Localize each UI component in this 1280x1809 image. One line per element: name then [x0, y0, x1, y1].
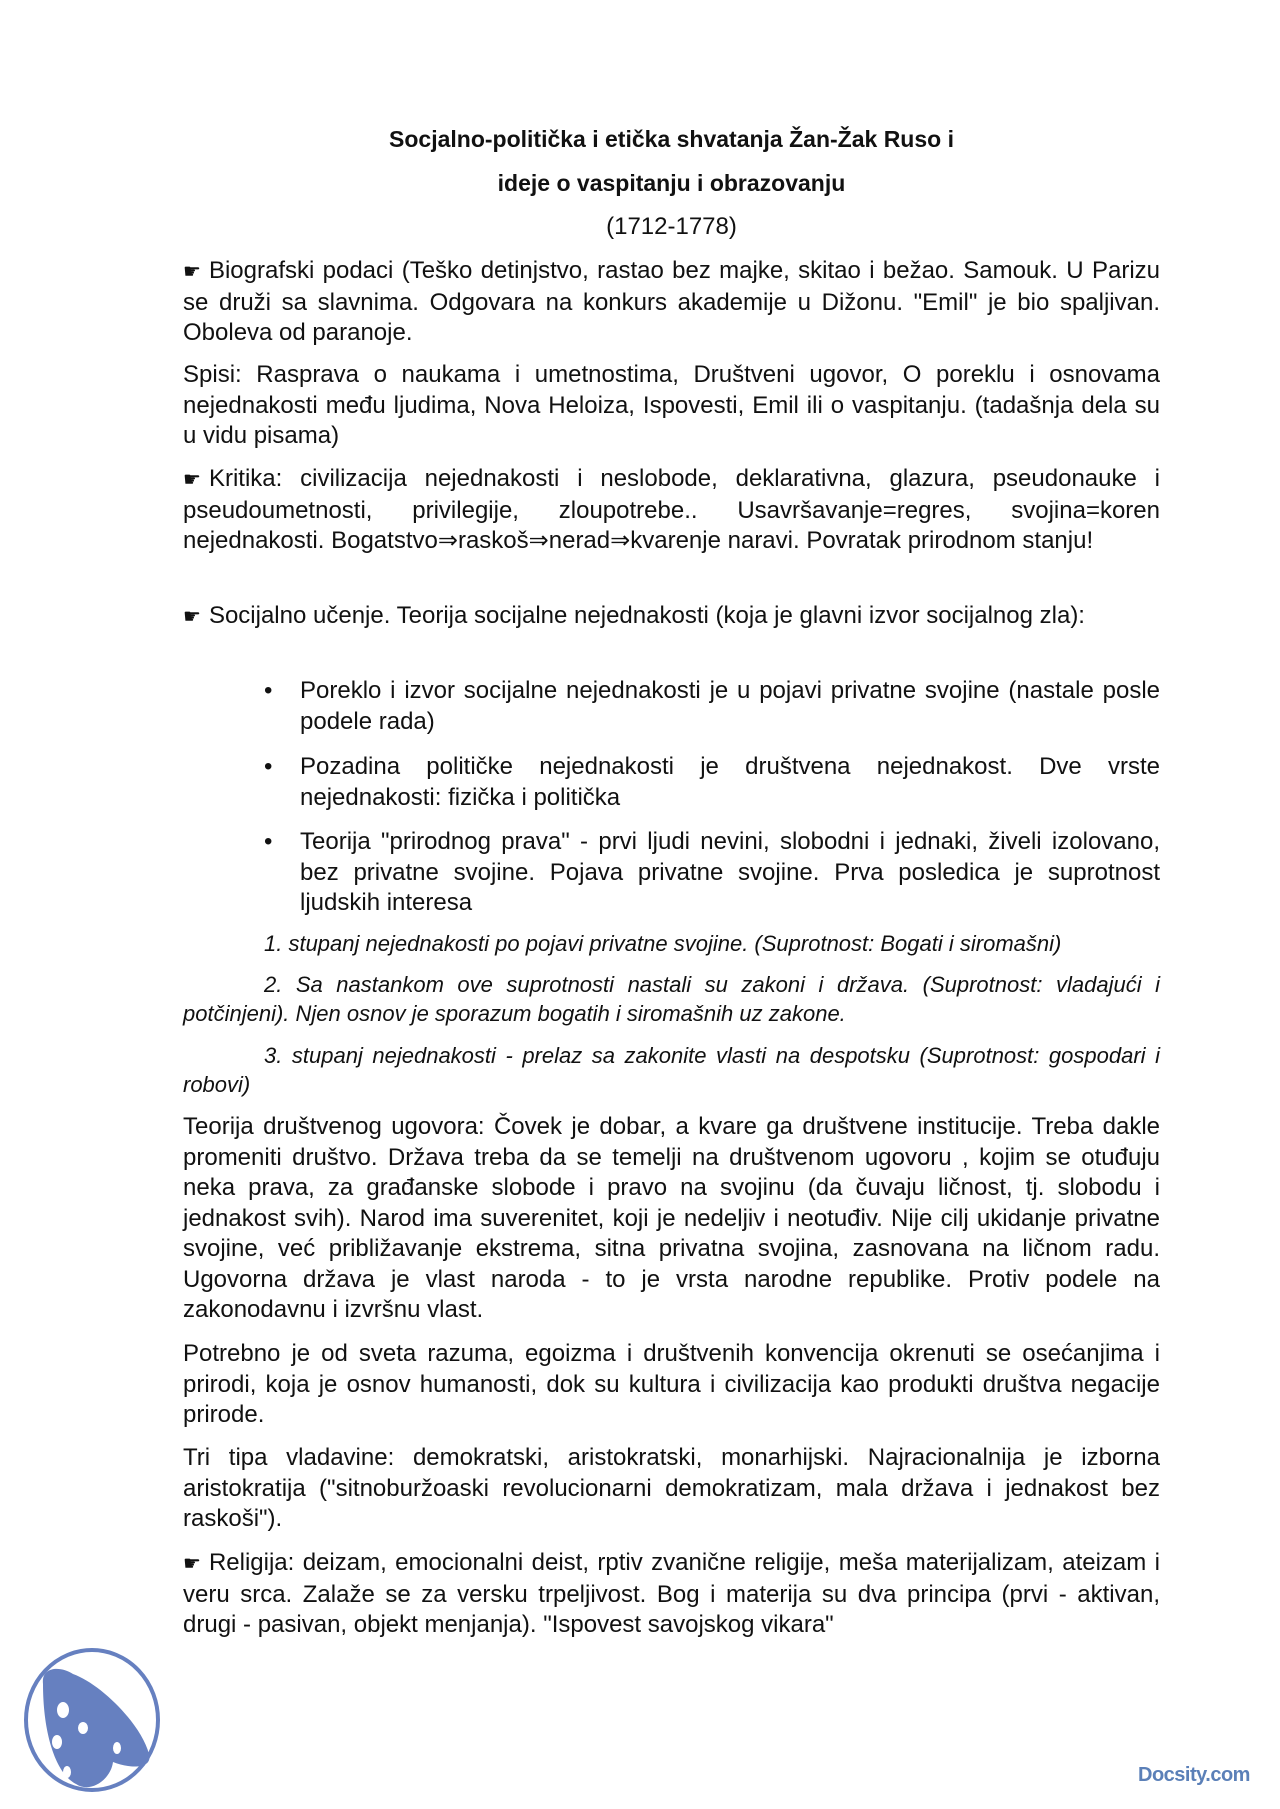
pointing-hand-icon: ☛	[183, 606, 201, 628]
stage-1: 1. stupanj nejednakosti po pojavi privatne svojine. (Suprotnost: Bogati i siromašni)	[264, 931, 1062, 956]
list-item	[264, 827, 1160, 919]
paragraph-kritika	[183, 464, 1160, 557]
paragraph-vladavine: Tri tipa vladavine: demokratski, aristokratski, monarhijski. Najracionalnija je izborna aristokratija ("sitnoburžoaski revolucionarni demokratizam, mala država i jednakost bez raskoši").	[183, 1444, 1160, 1532]
list-item-text: Poreklo i izvor socijalne nejednakosti je u pojavi privatne svojine (nastale posle podele rada)	[300, 677, 1160, 735]
bullet-icon: •	[264, 753, 273, 780]
pointing-hand-icon: ☛	[183, 469, 201, 491]
paragraph-religija	[183, 1548, 1160, 1641]
paragraph-text: Kritika: civilizacija nejednakosti i neslobode, deklarativna, glazura, pseudonauke i pseudoumetnosti, privilegije, zloupotrebe.. Usavršavanje=regres, svojina=koren nejednakosti. Bogatstvo⇒raskoš⇒nerad⇒kvarenje naravi. Povratak prirodnom stanju!	[183, 465, 1160, 554]
paragraph-potrebno: Potrebno je od sveta razuma, egoizma i društvenih konvencija okrenuti se osećanjima i prirodi, koja je osnov humanosti, dok su kultura i civilizacija kao produkti društva negacije prirode.	[183, 1340, 1160, 1428]
pointing-hand-icon: ☛	[183, 261, 201, 283]
paragraph-spisi: Spisi: Rasprava o naukama i umetnostima, Društveni ugovor, O poreklu i osnovama nejednakosti među ljudima, Nova Heloiza, Ispovesti, Emil ili o vaspitanju. (tadašnja dela su u vidu pisama)	[183, 361, 1160, 449]
dates: (1712-1778)	[606, 213, 737, 240]
paragraph-bio	[183, 256, 1160, 349]
paragraph-ugovor: Teorija društvenog ugovora: Čovek je dobar, a kvare ga društvene institucije. Treba dakle promeniti društvo. Država treba da se temelji na društvenom ugovoru , kojim se otuđuju neka prava, za građanske slobode i pravo na svojinu (da čuvaju ličnost, tj. slobodu i jednakost svih). Narod ima suverenitet, koji je nedeljiv i neotuđiv. Nije cilj ukidanje privatne svojine, već približavanje ekstrema, sitna privatna svojina, zasnovana na ličnom radu. Ugovorna država je vlast naroda - to je vrsta narodne republike. Protiv podele na zakonodavnu i izvršnu vlast.	[183, 1113, 1160, 1323]
pointing-hand-icon: ☛	[183, 1553, 201, 1575]
title-line-1: Socjalno-politička i etička shvatanja Žan-Žak Ruso i	[389, 126, 954, 152]
stage-3: 3. stupanj nejednakosti - prelaz sa zakonite vlasti na despotsku (Suprotnost: gospodari i robovi)	[183, 1043, 1160, 1097]
bullet-icon: •	[264, 677, 273, 704]
paragraph-socijalno	[183, 601, 1160, 633]
list-item	[264, 676, 1160, 737]
stage-2: 2. Sa nastankom ove suprotnosti nastali su zakoni i država. (Suprotnost: vladajući i potčinjeni). Njen osnov je sporazum bogatih i siromašnih uz zakone.	[183, 972, 1160, 1026]
docsity-brand-link[interactable]: Docsity.com	[1138, 1764, 1250, 1786]
list-item-text: Pozadina političke nejednakosti je društvena nejednakost. Dve vrste nejednakosti: fizička i politička	[300, 753, 1160, 811]
paragraph-text: Socijalno učenje. Teorija socijalne nejednakosti (koja je glavni izvor socijalnog zla):	[208, 602, 1085, 629]
paragraph-text: Religija: deizam, emocionalni deist, rptiv zvanične religije, meša materijalizam, ateizam i veru srca. Zalaže se za versku trpeljivost. Bog i materija su dva principa (prvi - aktivan, drugi - pasivan, objekt menjanja). "Ispovest savojskog vikara"	[183, 1549, 1160, 1638]
bullet-icon: •	[264, 828, 273, 855]
title-line-2: ideje o vaspitanju i obrazovanju	[497, 170, 846, 196]
list-item-text: Teorija "prirodnog prava" - prvi ljudi nevini, slobodni i jednaki, živeli izolovano, bez privatne svojine. Pojava privatne svojine. Prva posledica je suprotnost ljudskih interesa	[300, 828, 1160, 916]
paragraph-text: Biografski podaci (Teško detinjstvo, rastao bez majke, skitao i bežao. Samouk. U Parizu se druži sa slavnima. Odgovara na konkurs akademije u Dižonu. "Emil" je bio spaljivan. Oboleva od paranoje.	[183, 257, 1160, 346]
list-item	[264, 752, 1160, 813]
docsity-logo-icon	[21, 1644, 164, 1793]
